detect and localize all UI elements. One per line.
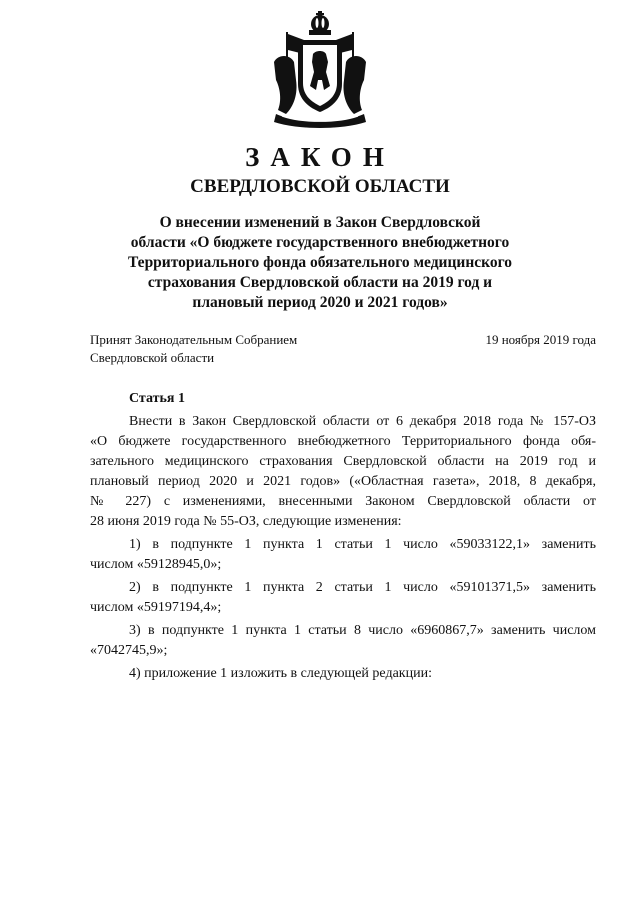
adoption-date: 19 ноября 2019 года bbox=[485, 332, 596, 347]
item-1-line: 1) в подпункте 1 пункта 1 статьи 1 число «59033122,1» заменить bbox=[129, 537, 596, 552]
adoption-line: Принят Законодательным Собранием bbox=[90, 332, 298, 347]
item-4-line: 4) приложение 1 изложить в следующей редакции: bbox=[129, 666, 432, 681]
paragraph-line: 28 июня 2019 года № 55-ОЗ, следующие изменения: bbox=[90, 514, 402, 529]
paragraph-line: Внести в Закон Свердловской области от 6 декабря 2018 года № 157-ОЗ bbox=[129, 414, 596, 429]
paragraph-line: «О бюджете государственного внебюджетного Территориального фонда обя- bbox=[90, 434, 596, 449]
item-3-line: «7042745,9»; bbox=[90, 643, 168, 658]
law-title-line: плановый период 2020 и 2021 годов» bbox=[192, 294, 448, 311]
coat-of-arms-icon bbox=[268, 10, 372, 128]
law-title-line: О внесении изменений в Закон Свердловской bbox=[159, 214, 481, 231]
adoption-body bbox=[90, 331, 297, 367]
law-heading: ЗАКОН bbox=[245, 142, 395, 172]
law-title-line: страхования Свердловской области на 2019 год и bbox=[147, 274, 493, 291]
item-3-line: 3) в подпункте 1 пункта 1 статьи 8 число «6960867,7» заменить числом bbox=[129, 623, 596, 638]
adoption-line: Свердловской области bbox=[90, 350, 215, 365]
paragraph-line: плановый период 2020 и 2021 годов» («Областная газета», 2018, 8 декабря, bbox=[90, 474, 596, 489]
item-2-line: числом «59197194,4»; bbox=[90, 600, 222, 615]
item-1-line: числом «59128945,0»; bbox=[90, 557, 222, 572]
paragraph-line: № 227) с изменениями, внесенными Законом Свердловской области от bbox=[90, 494, 596, 509]
item-2-line: 2) в подпункте 1 пункта 2 статьи 1 число «59101371,5» заменить bbox=[129, 580, 596, 595]
law-title-line: Территориального фонда обязательного медицинского bbox=[127, 254, 513, 271]
law-title-line: области «О бюджете государственного внебюджетного bbox=[130, 234, 510, 251]
region-heading: СВЕРДЛОВСКОЙ ОБЛАСТИ bbox=[190, 176, 450, 197]
law-title bbox=[100, 213, 540, 313]
article-heading: Статья 1 bbox=[129, 391, 185, 406]
paragraph-line: зательного медицинского страхования Свердловской области на 2019 год и bbox=[90, 454, 596, 469]
